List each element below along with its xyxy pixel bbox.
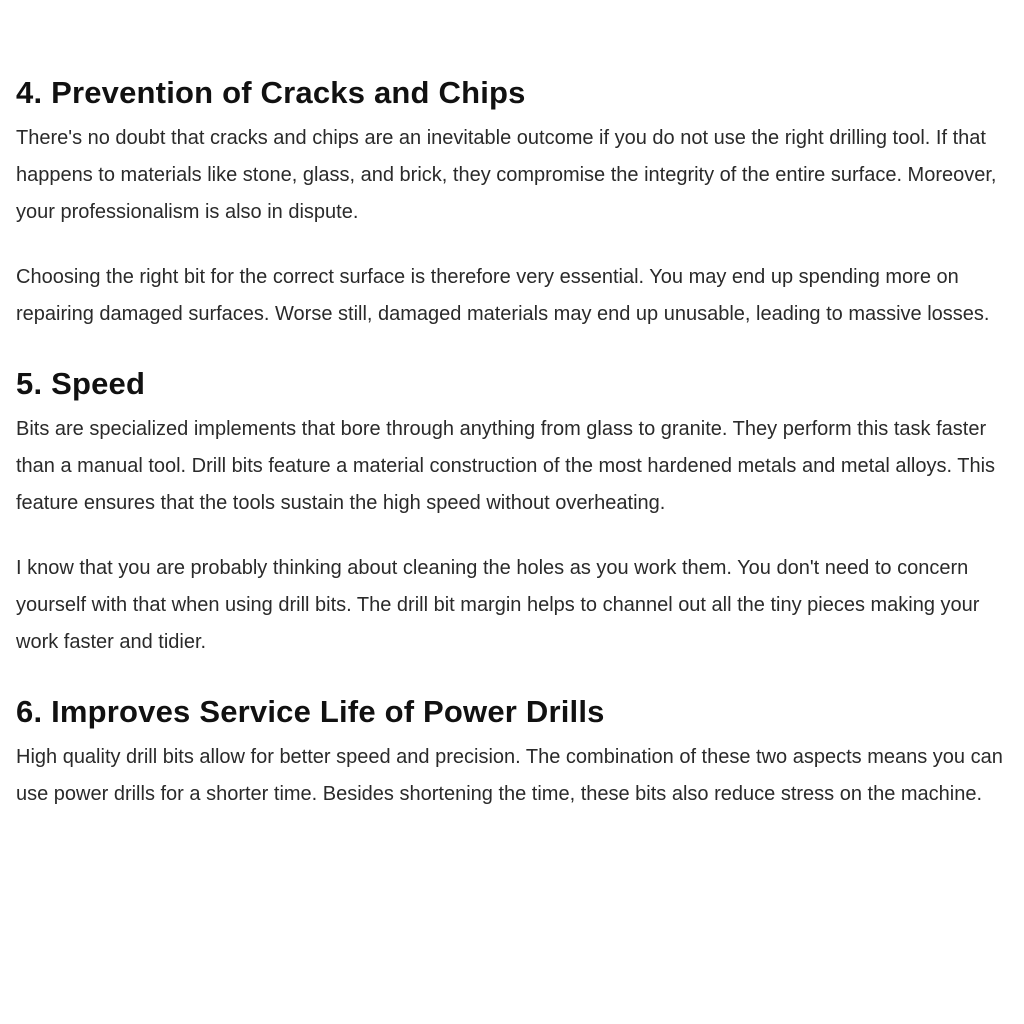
- paragraph-choosing-right-bit: Choosing the right bit for the correct surface is therefore very essential. You may end up spending more on repairing damaged surfaces. Worse still, damaged materials may end up unusable, leading to massive losses.: [16, 266, 990, 325]
- paragraph-cleaning-holes: I know that you are probably thinking about cleaning the holes as you work them. You don't need to concern yourself with that when using drill bits. The drill bit margin helps to channel out all the tiny pieces making your work faster and tidier.: [16, 557, 980, 653]
- paragraph-cracks-intro: There's no doubt that cracks and chips are an inevitable outcome if you do not use the right drilling tool. If that happens to materials like stone, glass, and brick, they compromise the integrity of the entire surface. Moreover, your professionalism is also in dispute.: [16, 127, 997, 223]
- paragraph-speed-intro: Bits are specialized implements that bore through anything from glass to granite. They perform this task faster than a manual tool. Drill bits feature a material construction of the most hardened metals and metal alloys. This feature ensures that the tools sustain the high speed without overheating.: [16, 418, 996, 514]
- article-body: [16, 72, 1012, 813]
- section-heading-service-life: 6. Improves Service Life of Power Drills: [16, 694, 605, 729]
- paragraph-service-life: High quality drill bits allow for better speed and precision. The combination of these two aspects means you can use power drills for a shorter time. Besides shortening the time, these bits also reduce stress on the machine.: [16, 746, 1003, 805]
- section-heading-speed: 5. Speed: [16, 366, 146, 401]
- section-heading-prevention-of-cracks: 4. Prevention of Cracks and Chips: [16, 75, 526, 110]
